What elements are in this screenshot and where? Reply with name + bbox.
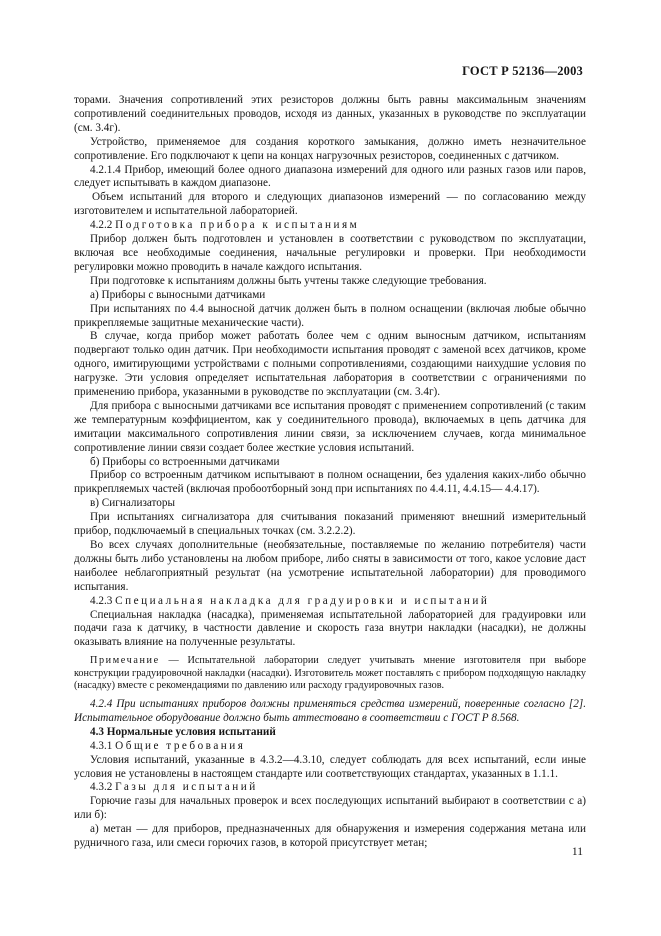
note-label: Примечание (90, 655, 160, 667)
paragraph: При испытаниях сигнализатора для считывания показаний применяют внешний измерительный прибор, подключаемый в специальных точках (см. 3.2.2.2). (74, 511, 586, 538)
section-title: Газы для испытаний (115, 781, 258, 794)
paragraph: Специальная накладка (насадка), применяемая испытательной лабораторией для градуировки или подачи газа к датчику, в частности давление и скорость газа внутри накладки (насадки), не должны оказывать влияние на полученные результаты. (74, 608, 586, 649)
section-title: Специальная накладка для градуировки и испытаний (115, 594, 490, 607)
section-number: 4.2.2 (90, 219, 113, 232)
section-heading-4-3: 4.3 Нормальные условия испытаний (90, 725, 276, 738)
section-heading-4-3-2 (74, 781, 586, 795)
paragraph: Прибор со встроенным датчиком испытывают в полном оснащении, без удаления каких-либо обычно прикрепляемых частей (включая пробоотборный зонд при испытаниях по 4.4.11, 4.4.15— 4.4.17). (74, 469, 586, 496)
paragraph: Во всех случаях дополнительные (необязательные, поставляемые по желанию потребителя) части должны быть либо установлены на любом приборе, либо сняты в зависимости от того, какое условие даст наиболее неблагоприятный результат (на усмотрение испытательной лаборатории) для проводимого испытания. (74, 539, 586, 593)
section-heading-4-2-3 (74, 595, 586, 609)
section-heading-4-3-1 (74, 740, 586, 754)
note (74, 655, 586, 693)
paragraph: а) метан — для приборов, предназначенных для обнаружения и измерения содержания метана или рудничного газа, или смеси горючих газов, в которой присутствует метан; (74, 823, 586, 850)
paragraph: Горючие газы для начальных проверок и всех последующих испытаний выбирают в соответствии с а) или б): (74, 795, 586, 822)
paragraph: Объем испытаний для второго и следующих диапазонов измерений — по согласованию между изготовителем и испытательной лабораторией. (74, 191, 586, 218)
paragraph: Устройство, применяемое для создания короткого замыкания, должно иметь незначительное сопротивление. Его подключают к цепи на концах нагрузочных резисторов, соединенных с датчиком. (74, 135, 586, 162)
paragraph: торами. Значения сопротивлений этих резисторов должны быть равны максимальным значениям сопротивлений соединительных проводов, исходя из данных, указанных в руководстве по эксплуатации (см. 3.4г). (74, 94, 586, 134)
section-title: Общие требования (115, 739, 246, 752)
note-text: — Испытательной лаборатории следует учитывать мнение изготовителя при выборе конструкции градуировочной накладки (насадки). Изготовитель может поставлять с прибором подходящую накладку (насадку) вместе с рекомендациями по давлению или расходу градуировочных газов. (74, 655, 586, 692)
section-number: 4.3.1 (90, 739, 113, 752)
paragraph: В случае, когда прибор может работать более чем с одним выносным датчиком, испытаниям подвергают только один датчик. При необходимости испытания проводят с заменой всех датчиков, кроме одного, имитирующими устройствами с полными сопротивлениями, создающими наихудшие условия по нагрузке. Эти условия определяет испытательная лаборатория в соответствии с ограничениями по применению прибора, указанными в руководстве по эксплуатации (см. 3.4г). (74, 330, 586, 399)
section-number: 4.3.2 (90, 781, 113, 794)
paragraph: Для прибора с выносными датчиками все испытания проводят с применением сопротивлений (с таким же температурным коэффициентом, как у соединительного провода), включаемых в цепь датчика для имитации максимального сопротивления линии связи, за исключением случаев, когда минимальное сопротивление линии связи создает более жесткие условия испытаний. (74, 399, 586, 454)
section-number: 4.2.3 (90, 594, 113, 607)
document-header: ГОСТ Р 52136—2003 (462, 64, 583, 78)
section-title: Подготовка прибора к испытаниям (115, 219, 360, 232)
section-heading-4-2-2 (74, 219, 586, 233)
list-item-heading: б) Приборы со встроенными датчиками (90, 455, 280, 468)
paragraph: При испытаниях по 4.4 выносной датчик должен быть в полном оснащении (включая любые обычно прикрепляемые защитные механические части). (74, 302, 586, 329)
document-body (74, 94, 586, 851)
paragraph: Условия испытаний, указанные в 4.3.2—4.3.10, следует соблюдать для всех испытаний, если иные условия не установлены в настоящем стандарте или соответствующих стандартах, указанных в 1.1.1. (74, 753, 586, 780)
paragraph-italic: 4.2.4 При испытаниях приборов должны применяться средства измерений, поверенные согласно [2]. Испытательное оборудование должно быть аттестовано в соответствии с ГОСТ Р 8.568. (74, 698, 586, 724)
list-item-heading: в) Сигнализаторы (90, 497, 176, 510)
paragraph: 4.2.1.4 Прибор, имеющий более одного диапазона измерений для одного или разных газов или паров, следует испытывать в каждом диапазоне. (74, 163, 586, 190)
paragraph: При подготовке к испытаниям должны быть учтены также следующие требования. (90, 274, 487, 287)
page-number: 11 (571, 846, 583, 858)
paragraph: Прибор должен быть подготовлен и установлен в соответствии с руководством по эксплуатации, включая все необходимые соединения, начальные регулировки и проверки. При необходимости регулировки можно проводить в начале каждого испытания. (74, 233, 586, 273)
list-item-heading: а) Приборы с выносными датчиками (90, 288, 266, 301)
